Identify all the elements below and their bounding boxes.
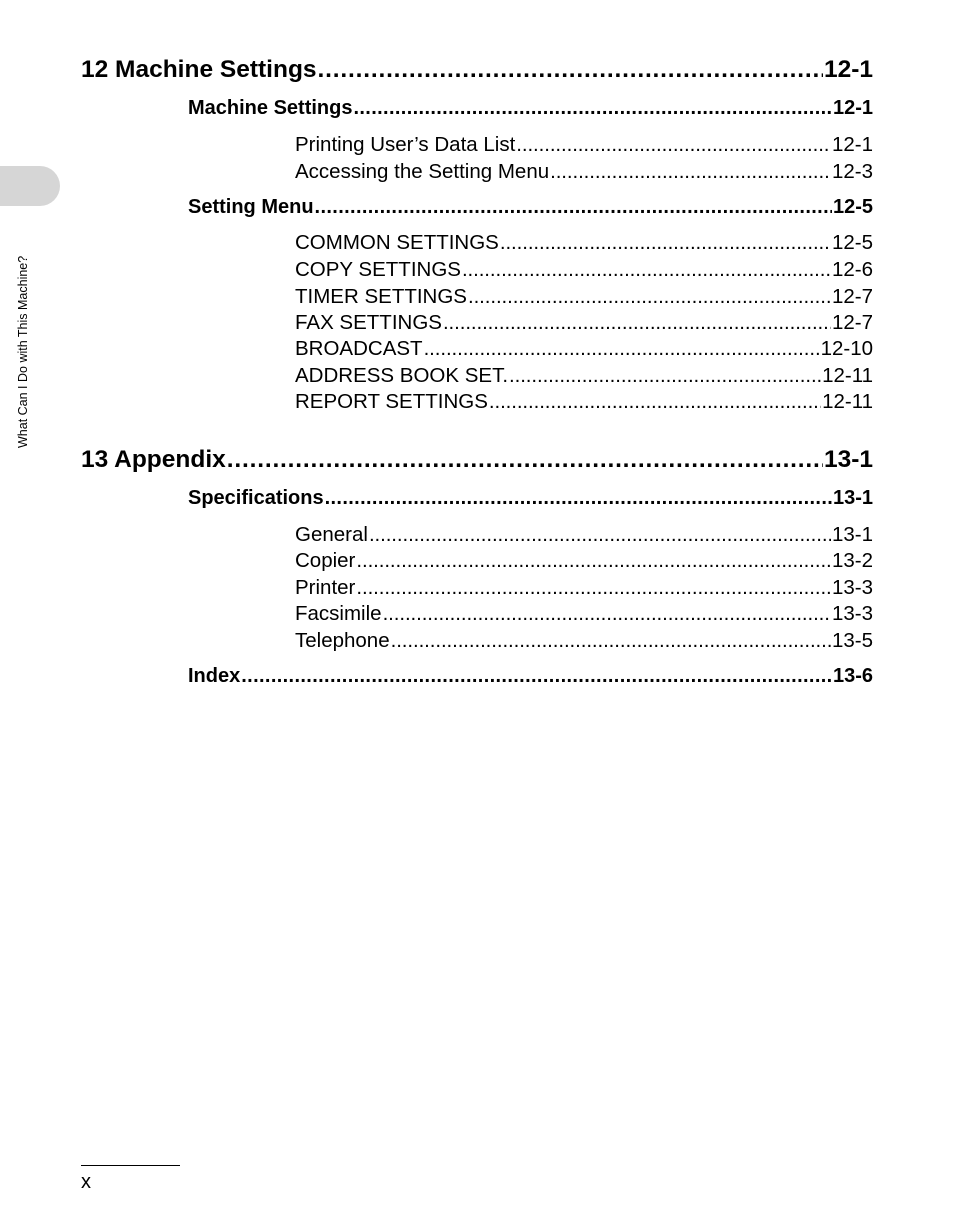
toc-entry-page: 12-1 (832, 97, 873, 119)
dot-leader (227, 446, 823, 474)
dot-leader (241, 665, 832, 688)
toc-entry-page: 13-3 (831, 576, 873, 599)
dot-leader (353, 97, 831, 120)
toc-entry-page: 12-6 (831, 258, 873, 281)
toc-entry-title: BROADCAST (295, 337, 423, 360)
toc-entry-title: 12 Machine Settings (81, 56, 317, 83)
toc-entry-title: Setting Menu (188, 196, 314, 218)
dot-leader (443, 311, 831, 335)
toc-entry-page: 12-10 (820, 337, 873, 360)
toc-entry-title: General (295, 523, 368, 546)
dot-leader (356, 576, 831, 600)
toc-entry-level-3[interactable] (295, 133, 873, 157)
toc-entry-title: Accessing the Setting Menu (295, 160, 550, 183)
toc-entry-level-3[interactable] (295, 285, 873, 309)
side-tab (0, 166, 60, 206)
toc-entry-title: 13 Appendix (81, 446, 226, 473)
toc-entry-title: Printing User’s Data List (295, 133, 516, 156)
toc-entry-level-3[interactable] (295, 390, 873, 414)
toc-entry-page: 13-6 (832, 665, 873, 687)
toc-entry-page: 12-7 (831, 311, 873, 334)
toc-entry-level-3[interactable] (295, 629, 873, 653)
toc-entry-title: Telephone (295, 629, 390, 652)
toc-entry-page: 12-11 (822, 364, 873, 387)
toc-entry-page: 13-3 (831, 602, 873, 625)
toc-entry-level-3[interactable] (295, 364, 873, 388)
toc-entry-page: 12-1 (823, 56, 873, 83)
toc-entry-page: 12-11 (822, 390, 873, 413)
footer-rule (81, 1165, 180, 1166)
toc-entry-level-3[interactable] (295, 231, 873, 255)
dot-leader (325, 487, 832, 510)
toc-entry-page: 12-3 (831, 160, 873, 183)
toc-entry-title: REPORT SETTINGS (295, 390, 488, 413)
toc-entry-title: Machine Settings (188, 97, 353, 119)
dot-leader (550, 160, 831, 184)
toc-entry-title: COPY SETTINGS (295, 258, 461, 281)
toc-entry-level-3[interactable] (295, 311, 873, 335)
toc-entry-level-2[interactable] (188, 665, 873, 688)
dot-leader (369, 523, 831, 547)
toc-entry-page: 12-7 (831, 285, 873, 308)
toc-entry-title: TIMER SETTINGS (295, 285, 467, 308)
toc-entry-title: COMMON SETTINGS (295, 231, 499, 254)
toc-entry-level-1[interactable] (81, 56, 873, 84)
toc-entry-page: 13-1 (831, 523, 873, 546)
toc-entry-level-3[interactable] (295, 576, 873, 600)
dot-leader (462, 258, 831, 282)
dot-leader (318, 56, 823, 84)
dot-leader (516, 133, 831, 157)
toc-entry-level-2[interactable] (188, 196, 873, 219)
toc-entry-level-3[interactable] (295, 337, 873, 361)
toc-entry-level-2[interactable] (188, 97, 873, 120)
dot-leader (391, 629, 831, 653)
toc-entry-level-3[interactable] (295, 160, 873, 184)
dot-leader (356, 549, 831, 573)
toc-entry-title: Printer (295, 576, 356, 599)
toc-entry-title: Facsimile (295, 602, 382, 625)
toc-entry-page: 12-5 (831, 231, 873, 254)
toc-entry-level-3[interactable] (295, 602, 873, 626)
toc-entry-page: 12-5 (832, 196, 873, 218)
toc-entry-level-3[interactable] (295, 258, 873, 282)
toc-entry-title: Specifications (188, 487, 324, 509)
toc-entry-level-2[interactable] (188, 487, 873, 510)
toc-entry-page: 13-1 (823, 446, 873, 473)
toc-entry-level-3[interactable] (295, 549, 873, 573)
side-tab-label: What Can I Do with This Machine? (16, 255, 30, 448)
toc-entry-level-3[interactable] (295, 523, 873, 547)
toc-entry-title: FAX SETTINGS (295, 311, 442, 334)
toc-entry-page: 12-1 (831, 133, 873, 156)
toc-entry-page: 13-5 (831, 629, 873, 652)
toc-entry-title: ADDRESS BOOK SET. (295, 364, 509, 387)
toc-entry-page: 13-2 (831, 549, 873, 572)
dot-leader (383, 602, 831, 626)
dot-leader (489, 390, 821, 414)
toc-entry-title: Copier (295, 549, 356, 572)
dot-leader (315, 196, 832, 219)
page-number: x (81, 1171, 91, 1193)
dot-leader (509, 364, 821, 388)
dot-leader (500, 231, 831, 255)
dot-leader (468, 285, 831, 309)
dot-leader (424, 337, 820, 361)
toc-entry-page: 13-1 (832, 487, 873, 509)
toc-entry-title: Index (188, 665, 241, 687)
toc-entry-level-1[interactable] (81, 446, 873, 474)
